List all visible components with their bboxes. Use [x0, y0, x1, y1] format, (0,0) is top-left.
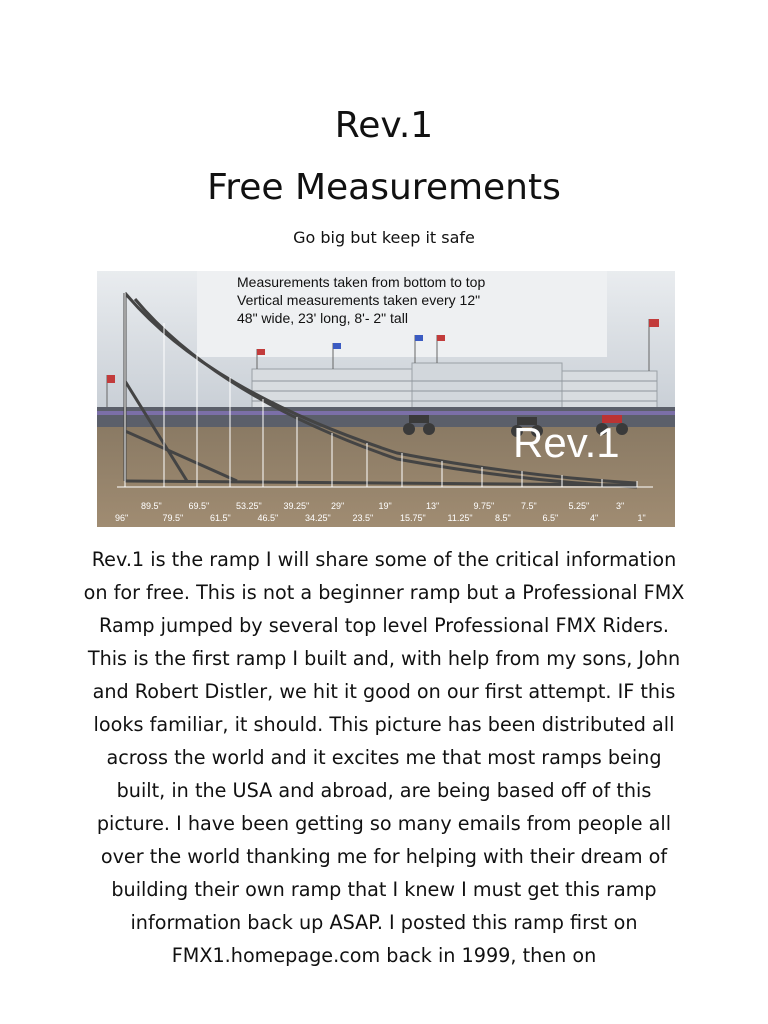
- caption-line-3: 48" wide, 23' long, 8'- 2" tall: [237, 310, 408, 326]
- caption-line-2: Vertical measurements taken every 12": [237, 292, 481, 308]
- measurement-label-upper: 9.75": [473, 501, 495, 511]
- body-paragraph: Rev.1 is the ramp I will share some of the critical information on for free. This is not a beginner ramp but a Professional FMX Ramp jumped by several top level Professional FMX Riders. This is the first ramp I built and, with help from my sons, John and Robert Distler, we hit it good on our first attempt. IF this looks familiar, it should. This picture has been distributed all across the world and it excites me that most ramps being built, in the USA and abroad, are being based off of this picture. I have been getting so many emails from people all over the world thanking me for helping with their dream of building their own ramp that I knew I must get this ramp information back up ASAP. I posted this ramp first on FMX1.homepage.com back in 1999, then on: [83, 548, 685, 967]
- measurement-label-upper: 39.25": [283, 501, 310, 511]
- measurement-label-lower: 6.5": [542, 513, 559, 523]
- measurement-label-lower: 4": [590, 513, 599, 523]
- ramp-photo-illustration: [97, 271, 675, 527]
- measurement-label-lower: 46.5": [257, 513, 279, 523]
- measurement-label-upper: 3": [616, 501, 625, 511]
- measurement-label-lower: 23.5": [352, 513, 374, 523]
- measurement-label-upper: 53.25": [236, 501, 262, 511]
- measurement-label-lower: 61.5": [210, 513, 231, 523]
- ramp-photo: [97, 271, 675, 527]
- measurement-label-upper: 5.25": [568, 501, 590, 511]
- page-title-line1: Rev.1: [334, 105, 434, 146]
- measurement-label-upper: 29": [331, 501, 345, 511]
- measurement-label-lower: 34.25": [305, 513, 331, 523]
- fence-banner: [97, 411, 675, 415]
- caption-line-1: Measurements taken from bottom to top: [237, 274, 486, 290]
- measurement-label-lower: 96": [115, 513, 129, 523]
- measurement-label-lower: 11.25": [447, 513, 473, 523]
- measurement-label-lower: 1": [637, 513, 646, 523]
- measurement-label-upper: 7.5": [521, 501, 537, 511]
- measurement-label-upper: 69.5": [188, 501, 210, 511]
- rev1-overlay-label: Rev.1: [513, 419, 620, 466]
- measurement-label-upper: 89.5": [141, 501, 162, 511]
- measurement-label-upper: 13": [426, 501, 440, 511]
- page-subtitle: Go big but keep it safe: [293, 228, 475, 247]
- page-title-line2: Free Measurements: [207, 167, 561, 208]
- measurement-label-lower: 8.5": [495, 513, 511, 523]
- measurement-label-lower: 79.5": [162, 513, 184, 523]
- measurement-label-lower: 15.75": [400, 513, 426, 523]
- measurement-label-upper: 19": [378, 501, 392, 511]
